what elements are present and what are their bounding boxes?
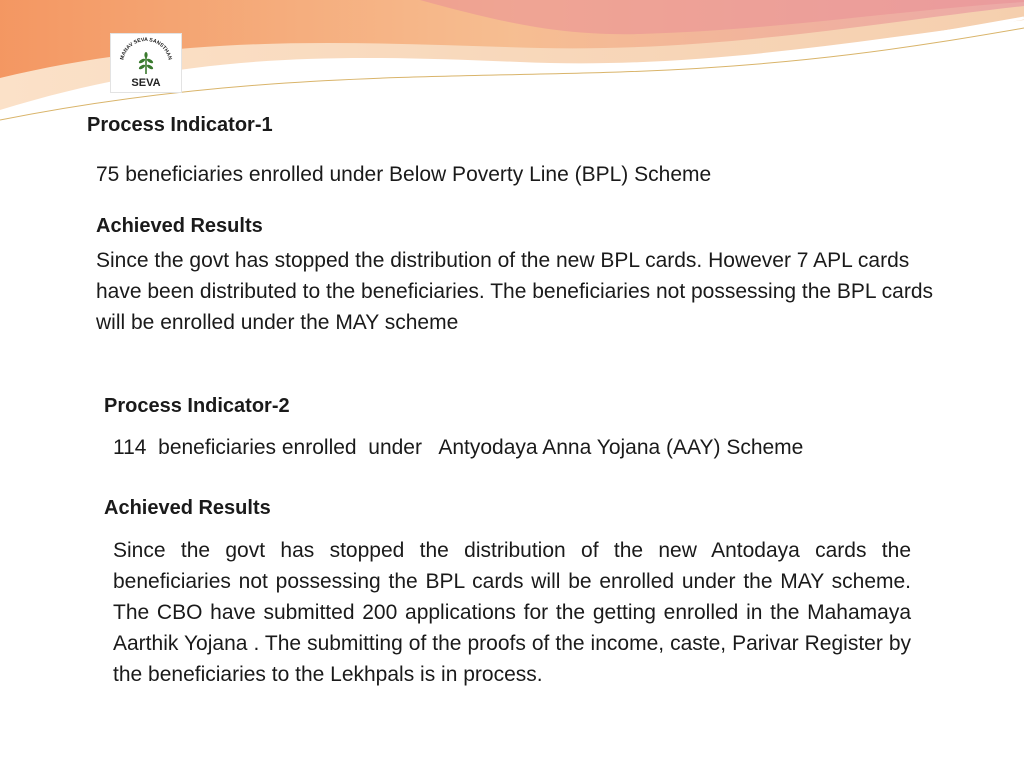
achieved-results-2-text: Since the govt has stopped the distribution of the new Antodaya cards the beneficiaries not possessing the BPL cards will be enrolled under the MAY scheme. The CBO have submitted 200 applications for the getting enrolled in the Mahamaya Aarthik Yojana . The submitting of the proofs of the income, caste, Parivar Register by the beneficiaries to the Lekhpals is in process. bbox=[113, 539, 911, 686]
organization-logo bbox=[110, 33, 182, 93]
process-indicator-2-text: 114 beneficiaries enrolled under Antyodaya Anna Yojana (AAY) Scheme bbox=[113, 436, 804, 459]
logo-wordmark: SEVA bbox=[131, 77, 161, 89]
process-indicator-1-title: Process Indicator-1 bbox=[87, 114, 273, 136]
achieved-results-1-text: Since the govt has stopped the distribution of the new BPL cards. However 7 APL cards have been distributed to the beneficiaries. The beneficiaries not possessing the BPL cards will be enrolled under the MAY scheme bbox=[96, 249, 934, 334]
logo-arc-text: MANAV SEVA SANSTHAN bbox=[119, 36, 173, 61]
achieved-results-1-heading: Achieved Results bbox=[96, 215, 263, 237]
process-indicator-1-text: 75 beneficiaries enrolled under Below Poverty Line (BPL) Scheme bbox=[96, 163, 712, 186]
process-indicator-2-title: Process Indicator-2 bbox=[104, 395, 290, 417]
achieved-results-2-heading: Achieved Results bbox=[104, 497, 271, 519]
